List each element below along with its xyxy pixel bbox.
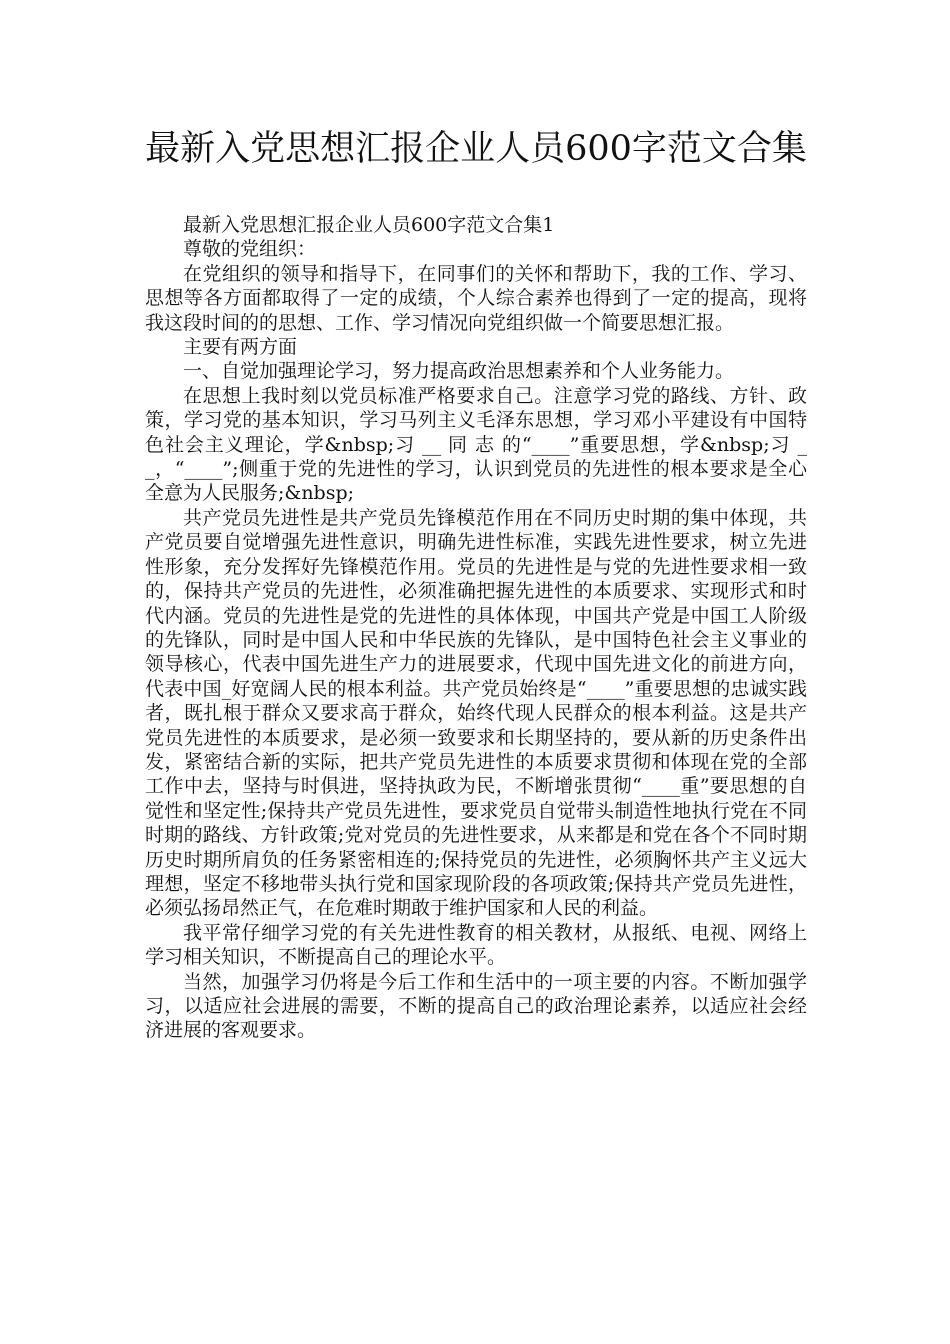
paragraph-heading: 最新入党思想汇报企业人员600字范文合集1 — [183, 214, 555, 236]
document-title: 最新入党思想汇报企业人员600字范文合集 — [145, 129, 807, 169]
document-page — [145, 125, 807, 1043]
paragraph-section-intro: 主要有两方面 — [183, 336, 298, 359]
paragraph-study: 在思想上我时刻以党员标准严格要求自己。注意学习党的路线、方针、政策，学习党的基本知识，学习马列主义毛泽东思想，学习邓小平建设有中国特色社会主义理论，学&nbsp;习 __ 同 志 的“____”重要思想，学&nbsp;习 __，“____”;侧重于党的先进性的学习，认识到党员的先进性的根本要求是全心全意为人民服务;&nbsp; — [145, 384, 807, 505]
paragraph-section-one: 一、自觉加强理论学习，努力提高政治思想素养和个人业务能力。 — [183, 360, 735, 383]
paragraph-advancement: 共产党员先进性是共产党员先锋模范作用在不同历史时期的集中体现，共产党员要自觉增强先进性意识，明确先进性标准，实践先进性要求，树立先进性形象，充分发挥好先锋模范作用。党员的先进性是与党的先进性要求相一致的，保持共产党员的先进性，必须准确把握先进性的本质要求、实现形式和时代内涵。党员的先进性是党的先进性的具体体现，中国共产党是中国工人阶级的先锋队，同时是中国人民和中华民族的先锋队，是中国特色社会主义事业的领导核心，代表中国先进生产力的进展要求，代现中国先进文化的前进方向，代表中国_好宽阔人民的根本利益。共产党员始终是“____”重要思想的忠诚实践者，既扎根于群众又要求高于群众，始终代现人民群众的根本利益。这是共产党员先进性的本质要求，是必须一致要求和长期坚持的，要从新的历史条件出发，紧密结合新的实际，把共产党员先进性的本质要求贯彻和体现在党的全部工作中去，坚持与时俱进，坚持执政为民，不断增张贯彻“____重”要思想的自觉性和坚定性;保持共产党员先进性，要求党员自觉带头制造性地执行党在不同时期的路线、方针政策;党对党员的先进性要求，从来都是和党在各个不同时期历史时期所肩负的任务紧密相连的;保持党员的先进性，必须胸怀共产主义远大理想，坚定不移地带头执行党和国家现阶段的各项政策;保持共产党员先进性，必须弘扬昂然正气，在危难时期敢于维护国家和人民的利益。 — [145, 506, 807, 920]
paragraph-salutation: 尊敬的党组织： — [183, 238, 317, 261]
document-body — [145, 213, 807, 1043]
paragraph-conclusion: 当然，加强学习仍将是今后工作和生活中的一项主要的内容。不断加强学习，以适应社会进展的需要，不断的提高自己的政治理论素养，以适应社会经济进展的客观要求。 — [145, 970, 807, 1042]
paragraph-intro: 在党组织的领导和指导下，在同事们的关怀和帮助下，我的工作、学习、思想等各方面都取得了一定的成绩，个人综合素养也得到了一定的提高，现将我这段时间的的思想、工作、学习情况向党组织做一个简要思想汇报。 — [145, 262, 807, 334]
paragraph-materials: 我平常仔细学习党的有关先进性教育的相关教材，从报纸、电视、网络上学习相关知识，不断提高自己的理论水平。 — [145, 921, 807, 969]
